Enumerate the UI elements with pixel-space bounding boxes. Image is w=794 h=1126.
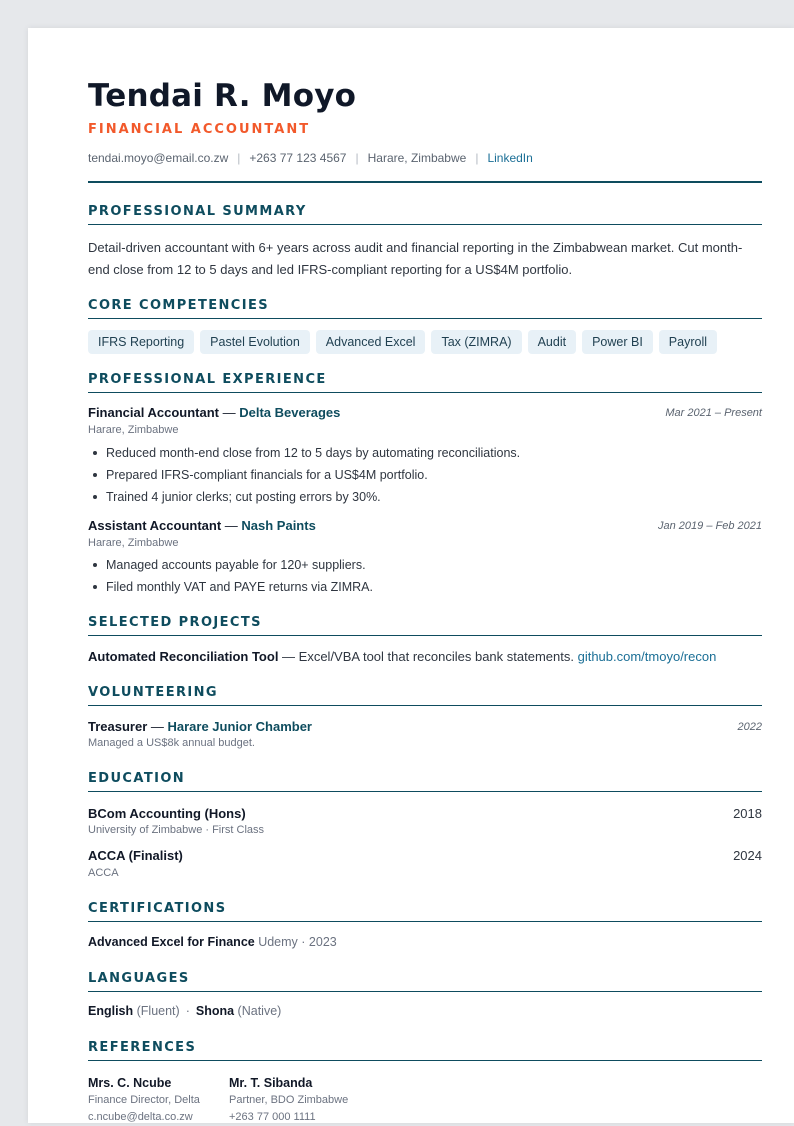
language-separator: ·	[185, 1004, 190, 1018]
job-dash: —	[221, 518, 242, 533]
job-bullets	[88, 554, 762, 598]
project-name: Automated Reconciliation Tool	[88, 649, 279, 664]
job-organization: Delta Beverages	[239, 405, 341, 420]
volunteer-organization: Harare Junior Chamber	[167, 719, 312, 734]
job-dates: Mar 2021 – Present	[665, 407, 762, 419]
job-role: Assistant Accountant	[88, 518, 222, 533]
job-title-line	[88, 405, 340, 420]
project-description: — Excel/VBA tool that reconciles bank statements.	[278, 649, 578, 664]
certification-line	[88, 935, 337, 949]
section-title-volunteering: VOLUNTEERING	[88, 685, 762, 706]
job-bullet: Reduced month-end close from 12 to 5 days by automating reconciliations.	[106, 442, 762, 464]
volunteer-role: Treasurer	[88, 719, 148, 734]
education-year: 2024	[733, 848, 762, 863]
volunteer-title-line	[88, 719, 312, 734]
contact-phone: +263 77 123 4567	[249, 151, 347, 165]
competency-chip: Audit	[528, 330, 577, 354]
job-bullet: Trained 4 junior clerks; cut posting errors by 30%.	[106, 486, 762, 508]
job-location: Harare, Zimbabwe	[88, 424, 179, 436]
reference-contact: +263 77 000 1111	[229, 1111, 316, 1123]
reference-name: Mrs. C. Ncube	[88, 1076, 172, 1090]
reference-position: Finance Director, Delta	[88, 1094, 200, 1106]
contact-separator: |	[237, 151, 241, 165]
language-name: Shona	[195, 1004, 235, 1018]
job-role: Financial Accountant	[88, 405, 219, 420]
education-degree: ACCA (Finalist)	[88, 848, 183, 863]
header-divider	[88, 181, 762, 183]
section-title-certifications: CERTIFICATIONS	[88, 901, 762, 922]
education-detail: University of Zimbabwe · First Class	[88, 824, 265, 836]
job-bullets	[88, 442, 762, 508]
reference-contact[interactable]: c.ncube@delta.co.zw	[88, 1111, 193, 1123]
language-level: (Native)	[234, 1004, 282, 1018]
education-degree: BCom Accounting (Hons)	[88, 806, 246, 821]
resume-page	[28, 28, 794, 1123]
section-title-projects: SELECTED PROJECTS	[88, 615, 762, 636]
summary-text: Detail-driven accountant with 6+ years across audit and financial reporting in the Zimbabwean market. Cut month-end close from 12 to 5 days and led IFRS-compliant reporting for a US$4M portfolio.	[88, 240, 743, 277]
reference-name: Mr. T. Sibanda	[229, 1076, 313, 1090]
contact-separator: |	[475, 151, 479, 165]
certification-detail: Udemy · 2023	[254, 935, 337, 949]
competency-chip: Power BI	[582, 330, 653, 354]
section-title-references: REFERENCES	[88, 1040, 762, 1061]
certification-name: Advanced Excel for Finance	[88, 935, 255, 949]
volunteer-note: Managed a US$8k annual budget.	[88, 737, 255, 749]
linkedin-link[interactable]: LinkedIn	[487, 151, 533, 165]
candidate-role: FINANCIAL ACCOUNTANT	[88, 122, 311, 137]
job-bullet: Prepared IFRS-compliant financials for a US$4M portfolio.	[106, 464, 762, 486]
job-dates: Jan 2019 – Feb 2021	[658, 520, 762, 532]
job-organization: Nash Paints	[241, 518, 316, 533]
contact-separator: |	[355, 151, 359, 165]
candidate-name: Tendai R. Moyo	[88, 78, 357, 114]
reference-card	[88, 1074, 200, 1126]
competency-chip: Advanced Excel	[316, 330, 426, 354]
education-year: 2018	[733, 806, 762, 821]
competency-chip: Payroll	[659, 330, 717, 354]
contact-email[interactable]: tendai.moyo@email.co.zw	[88, 151, 229, 165]
competency-chip: Pastel Evolution	[200, 330, 310, 354]
job-dash: —	[218, 405, 240, 420]
language-level: (Fluent)	[133, 1004, 180, 1018]
reference-position: Partner, BDO Zimbabwe	[229, 1094, 349, 1106]
section-title-languages: LANGUAGES	[88, 971, 762, 992]
project-line	[88, 649, 716, 664]
job-bullet: Filed monthly VAT and PAYE returns via ZIMRA.	[106, 576, 762, 598]
competency-chip: Tax (ZIMRA)	[431, 330, 521, 354]
competency-chip: IFRS Reporting	[88, 330, 194, 354]
project-link[interactable]: github.com/tmoyo/recon	[577, 649, 717, 664]
section-title-experience: PROFESSIONAL EXPERIENCE	[88, 372, 762, 393]
section-title-competencies: CORE COMPETENCIES	[88, 298, 762, 319]
section-title-education: EDUCATION	[88, 771, 762, 792]
contact-line	[88, 151, 533, 165]
job-bullet: Managed accounts payable for 120+ suppliers.	[106, 554, 762, 576]
job-title-line	[88, 518, 316, 533]
job-location: Harare, Zimbabwe	[88, 537, 179, 549]
education-detail: ACCA	[88, 867, 119, 879]
competency-chips	[88, 330, 723, 354]
volunteer-dash: —	[147, 719, 168, 734]
reference-card	[229, 1074, 348, 1126]
section-title-summary: PROFESSIONAL SUMMARY	[88, 204, 762, 225]
volunteer-year: 2022	[737, 721, 762, 733]
contact-location: Harare, Zimbabwe	[367, 151, 467, 165]
languages-line	[88, 1004, 281, 1018]
language-name: English	[88, 1004, 134, 1018]
